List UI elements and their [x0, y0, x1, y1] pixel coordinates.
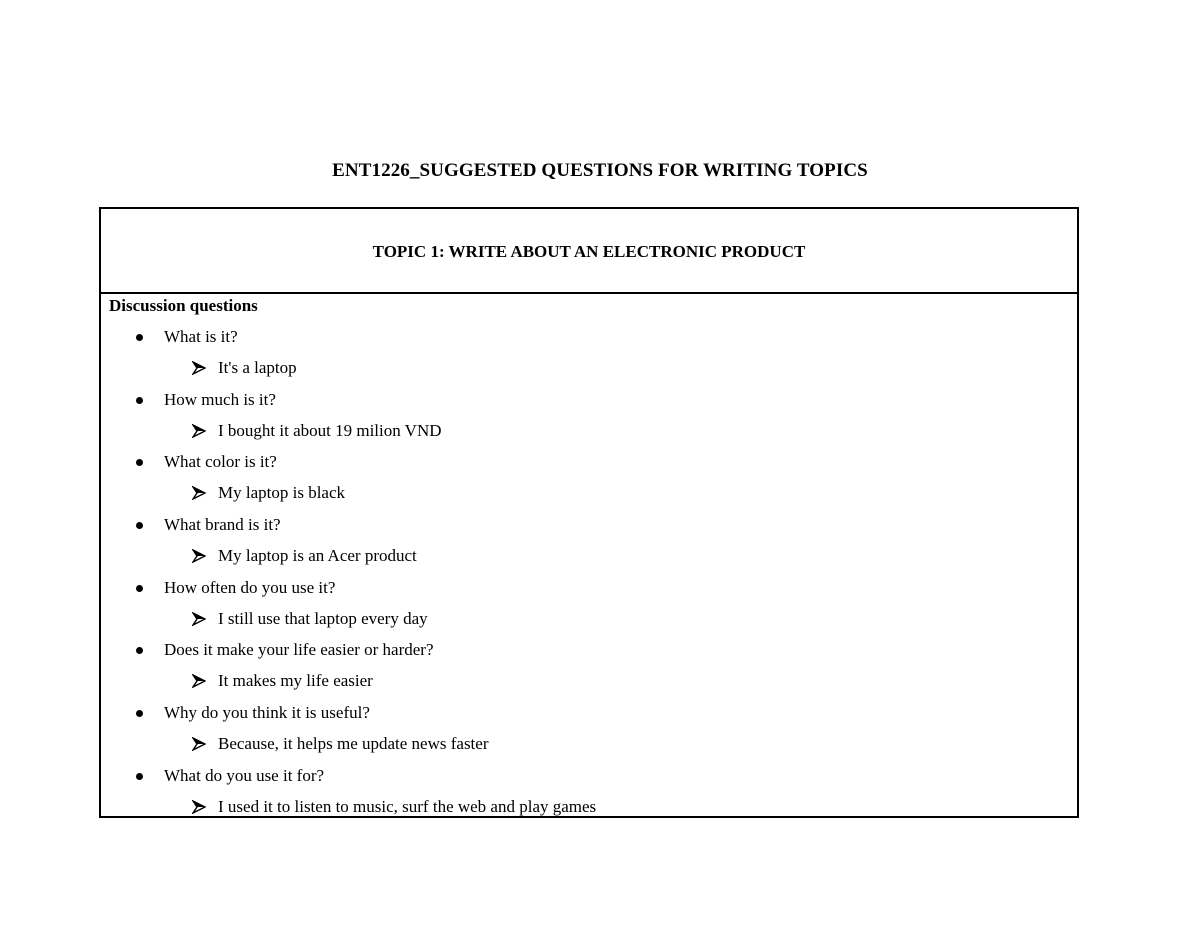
- answer-text: I still use that laptop every day: [218, 608, 428, 628]
- topic-header: [101, 209, 1077, 294]
- bullet-dot-icon: [136, 773, 143, 780]
- question-text: How often do you use it?: [164, 577, 336, 597]
- arrowhead-bullet-icon: [192, 800, 206, 814]
- arrowhead-bullet-icon: [192, 674, 206, 688]
- arrowhead-bullet-icon: [192, 612, 206, 626]
- bullet-dot-icon: [136, 459, 143, 466]
- arrowhead-bullet-icon: [192, 424, 206, 438]
- question-text: Does it make your life easier or harder?: [164, 640, 434, 660]
- bullet-dot-icon: [136, 522, 143, 529]
- question-text: Why do you think it is useful?: [164, 703, 370, 723]
- question-text: What is it?: [164, 327, 238, 346]
- question-text: How much is it?: [164, 389, 276, 409]
- answer-text: It makes my life easier: [218, 671, 373, 691]
- answer-text: Because, it helps me update news faster: [218, 734, 489, 754]
- bullet-dot-icon: [136, 710, 143, 717]
- arrowhead-bullet-icon: [192, 737, 206, 751]
- document-title: ENT1226_SUGGESTED QUESTIONS FOR WRITING TOPICS: [332, 160, 868, 181]
- question-text: What color is it?: [164, 452, 277, 472]
- question-text: What brand is it?: [164, 515, 281, 535]
- answer-text: I used it to listen to music, surf the web and play games: [218, 796, 597, 816]
- arrowhead-bullet-icon: [192, 361, 206, 375]
- bullet-dot-icon: [136, 397, 143, 404]
- bullet-dot-icon: [136, 585, 143, 592]
- answer-text: My laptop is an Acer product: [218, 546, 417, 566]
- topic-header-text: TOPIC 1: WRITE ABOUT AN ELECTRONIC PRODUCT: [372, 241, 806, 261]
- bullet-dot-icon: [136, 334, 143, 341]
- bullet-dot-icon: [136, 647, 143, 654]
- answer-text: It's a laptop: [218, 358, 297, 377]
- answer-text: I bought it about 19 milion VND: [218, 420, 442, 440]
- arrowhead-bullet-icon: [192, 549, 206, 563]
- section-label: Discussion questions: [109, 296, 258, 315]
- answer-text: My laptop is black: [218, 483, 346, 503]
- question-text: What do you use it for?: [164, 765, 325, 785]
- arrowhead-bullet-icon: [192, 486, 206, 500]
- topic-table: [99, 207, 1079, 818]
